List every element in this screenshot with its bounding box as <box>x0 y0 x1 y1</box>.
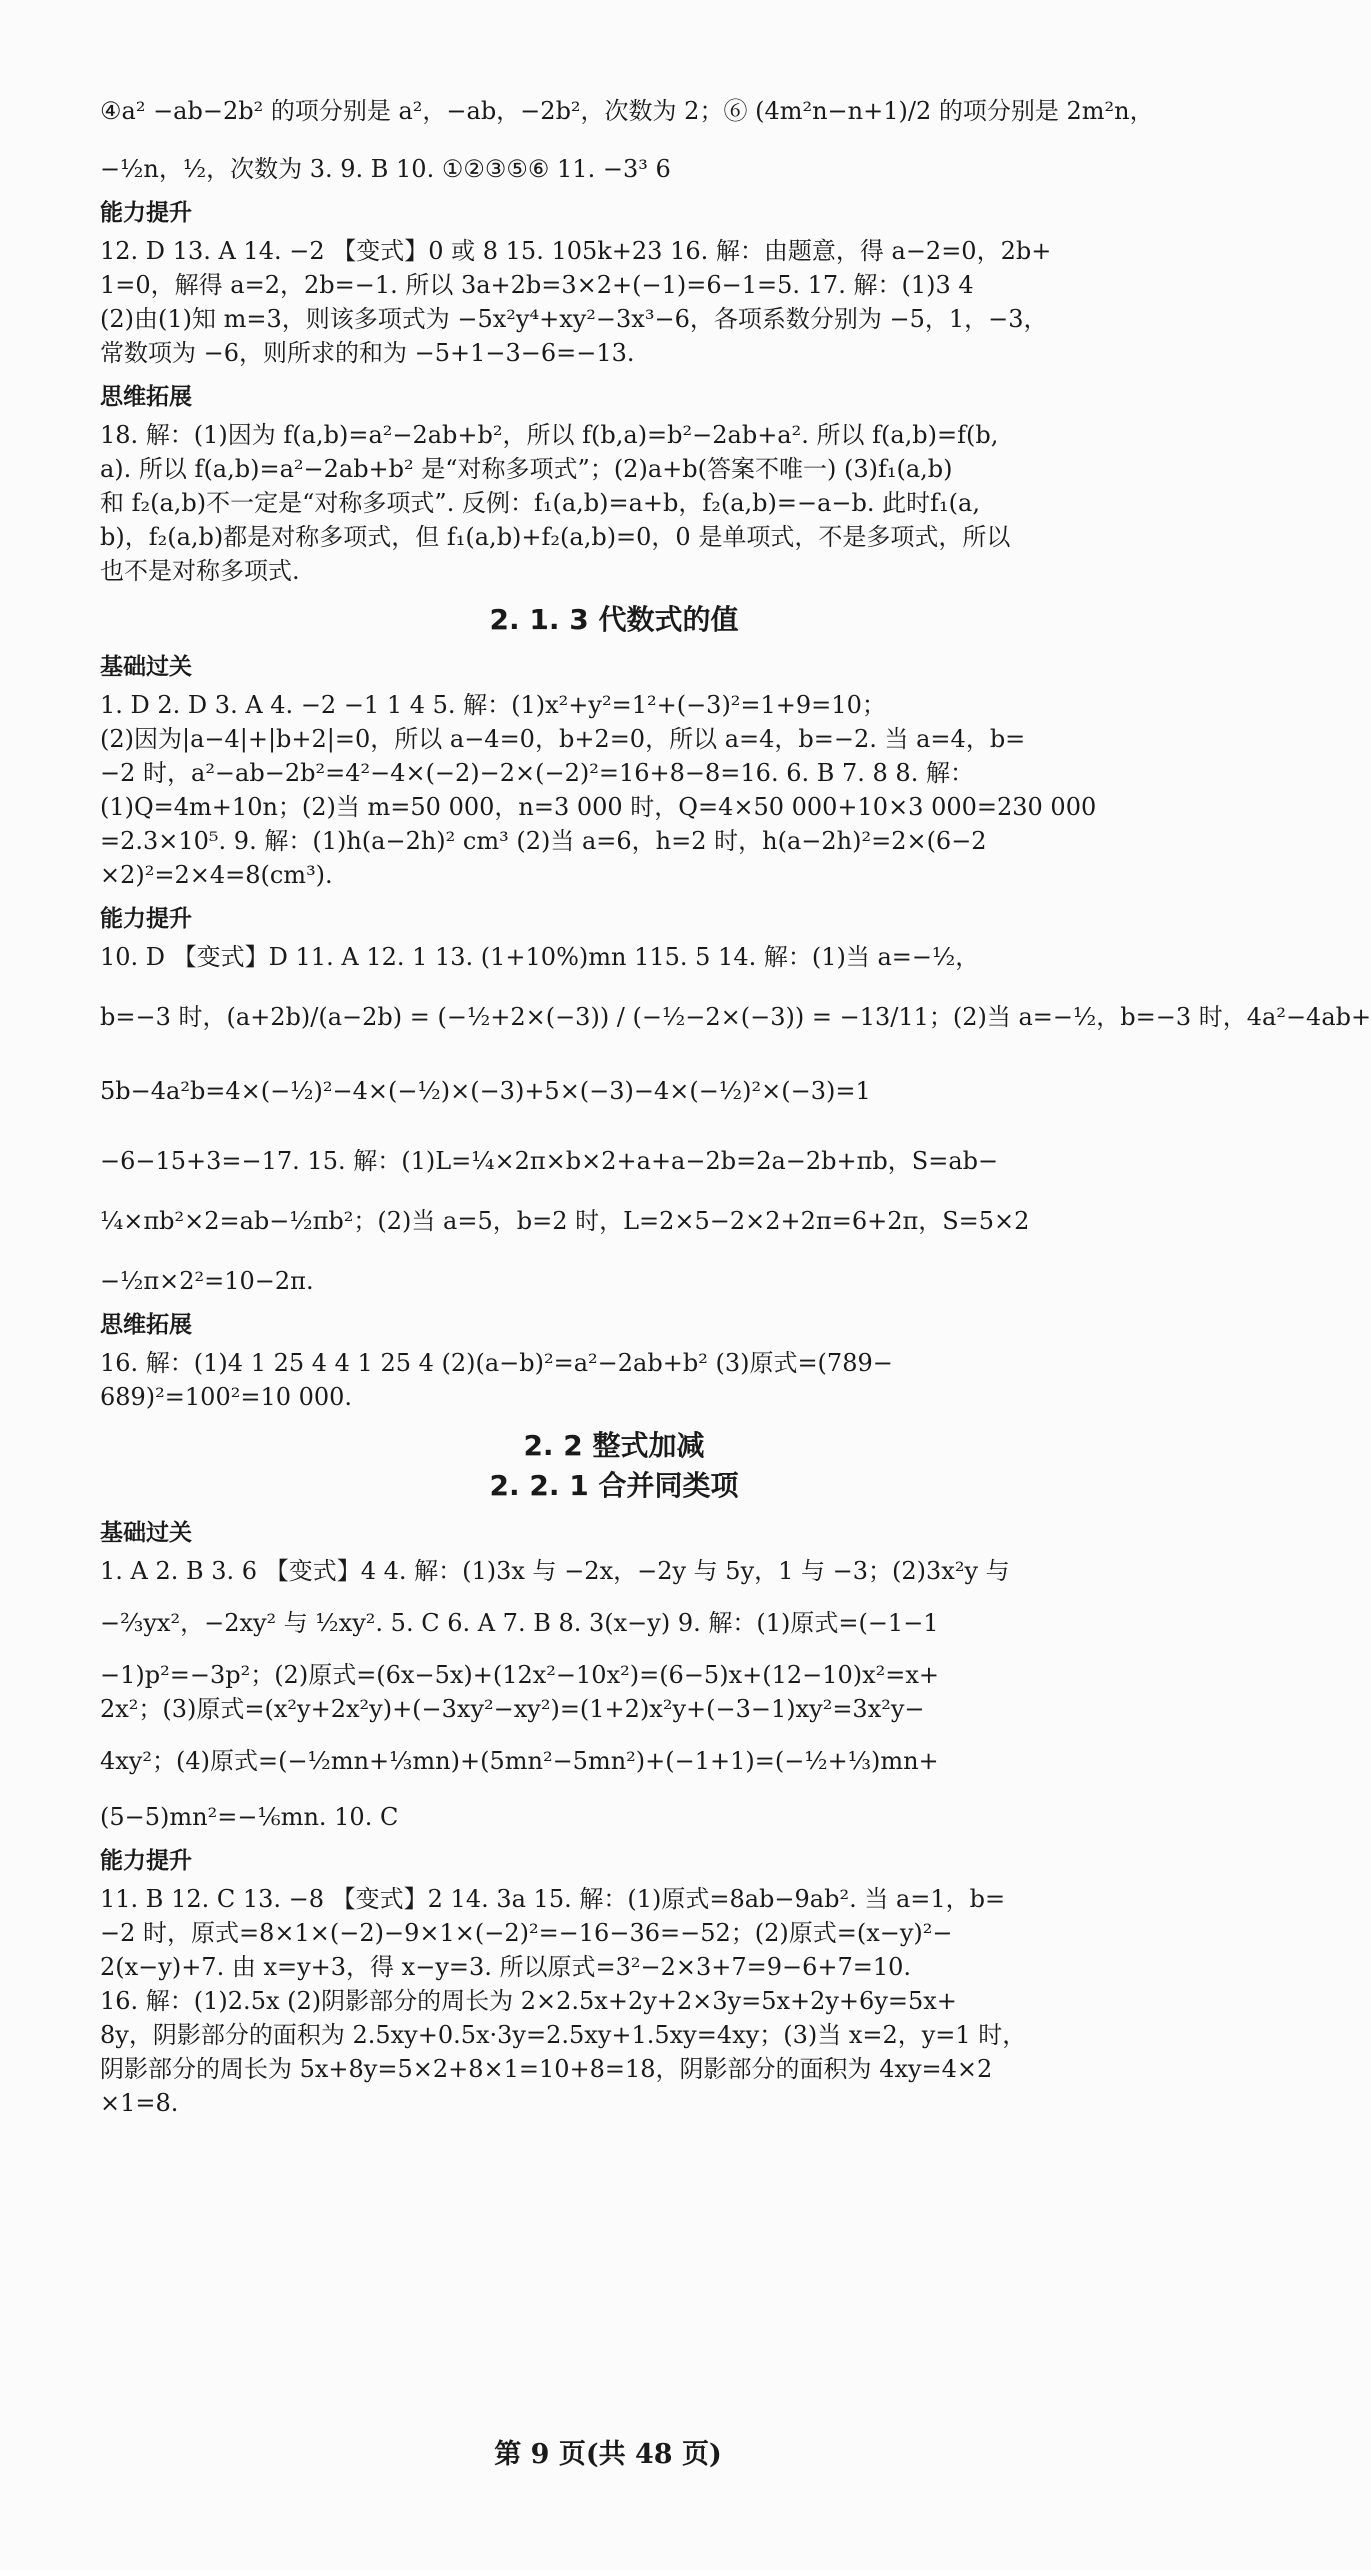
subheading-basic: 基础过关 <box>100 654 192 680</box>
text-line: −2 时，a²−ab−2b²=4²−4×(−2)−2×(−2)²=16+8−8=16. 6. B 7. 8 8. 解： <box>100 759 974 787</box>
text-line: 4xy²；(4)原式=(−½mn+⅓mn)+(5mn²−5mn²)+(−1+1)=(−½+⅓)mn+ <box>100 1747 939 1775</box>
text-line: ×2)²=2×4=8(cm³). <box>100 861 333 889</box>
text-line: 1. A 2. B 3. 6 【变式】4 4. 解：(1)3x 与 −2x，−2y 与 5y，1 与 −3；(2)3x²y 与 <box>100 1557 1010 1585</box>
text-line: 1=0，解得 a=2，2b=−1. 所以 3a+2b=3×2+(−1)=6−1=5. 17. 解：(1)3 4 <box>100 271 974 299</box>
subheading-ability: 能力提升 <box>100 200 192 226</box>
text-line: 16. 解：(1)2.5x (2)阴影部分的周长为 2×2.5x+2y+2×3y=5x+2y+6y=5x+ <box>100 1987 957 2015</box>
text-line: ④a² −ab−2b² 的项分别是 a²，−ab，−2b²，次数为 2；⑥ (4m²n−n+1)/2 的项分别是 2m²n， <box>100 97 1154 125</box>
section-subtitle: 2. 2. 1 合并同类项 <box>489 1469 739 1502</box>
text-line: 和 f₂(a,b)不一定是“对称多项式”. 反例：f₁(a,b)=a+b，f₂(a,b)=−a−b. 此时f₁(a, <box>100 489 980 517</box>
section-title: 2. 2 整式加减 <box>523 1429 705 1462</box>
text-line: (5−5)mn²=−⅙mn. 10. C <box>100 1803 399 1831</box>
text-line: −½π×2²=10−2π. <box>100 1267 314 1295</box>
subheading-thinking: 思维拓展 <box>100 384 192 410</box>
text-line: 11. B 12. C 13. −8 【变式】2 14. 3a 15. 解：(1)原式=8ab−9ab². 当 a=1，b= <box>100 1885 1006 1913</box>
text-line: −2 时，原式=8×1×(−2)−9×1×(−2)²=−16−36=−52；(2)原式=(x−y)²− <box>100 1919 953 1947</box>
text-line: −1)p²=−3p²；(2)原式=(6x−5x)+(12x²−10x²)=(6−5)x+(12−10)x²=x+ <box>100 1661 940 1689</box>
text-line: b)，f₂(a,b)都是对称多项式，但 f₁(a,b)+f₂(a,b)=0，0 是单项式，不是多项式，所以 <box>100 523 1011 551</box>
text-line: 12. D 13. A 14. −2 【变式】0 或 8 15. 105k+23 16. 解：由题意，得 a−2=0，2b+ <box>100 237 1052 265</box>
text-line: 常数项为 −6，则所求的和为 −5+1−3−6=−13. <box>100 339 635 367</box>
subheading-basic: 基础过关 <box>100 1520 192 1546</box>
text-line: 18. 解：(1)因为 f(a,b)=a²−2ab+b²，所以 f(b,a)=b²−2ab+a². 所以 f(a,b)=f(b, <box>100 421 999 449</box>
text-line: 1. D 2. D 3. A 4. −2 −1 1 4 5. 解：(1)x²+y²=1²+(−3)²=1+9=10； <box>100 691 886 719</box>
text-line: 16. 解：(1)4 1 25 4 4 1 25 4 (2)(a−b)²=a²−2ab+b² (3)原式=(789− <box>100 1349 893 1377</box>
text-line: 2x²；(3)原式=(x²y+2x²y)+(−3xy²−xy²)=(1+2)x²y+(−3−1)xy²=3x²y− <box>100 1695 925 1723</box>
text-line: (1)Q=4m+10n；(2)当 m=50 000，n=3 000 时，Q=4×50 000+10×3 000=230 000 <box>100 793 1097 821</box>
subheading-ability: 能力提升 <box>100 1848 192 1874</box>
text-line: 10. D 【变式】D 11. A 12. 1 13. (1+10%)mn 115. 5 14. 解：(1)当 a=−½， <box>100 943 980 971</box>
subheading-thinking: 思维拓展 <box>100 1312 192 1338</box>
text-line: (2)因为|a−4|+|b+2|=0，所以 a−4=0，b+2=0，所以 a=4，b=−2. 当 a=4，b= <box>100 725 1026 753</box>
text-line: −6−15+3=−17. 15. 解：(1)L=¼×2π×b×2+a+a−2b=2a−2b+πb，S=ab− <box>100 1147 999 1175</box>
text-line: (2)由(1)知 m=3，则该多项式为 −5x²y⁴+xy²−3x³−6，各项系数分别为 −5，1，−3， <box>100 305 1048 333</box>
text-line: 也不是对称多项式. <box>100 557 300 585</box>
text-line: b=−3 时，(a+2b)/(a−2b) = (−½+2×(−3)) / (−½−2×(−3)) = −13/11；(2)当 a=−½，b=−3 时，4a²−4ab+ <box>100 1003 1371 1031</box>
text-line: 5b−4a²b=4×(−½)²−4×(−½)×(−3)+5×(−3)−4×(−½)²×(−3)=1 <box>100 1077 871 1105</box>
text-line: 2(x−y)+7. 由 x=y+3，得 x−y=3. 所以原式=3²−2×3+7=9−6+7=10. <box>100 1953 912 1981</box>
text-line: ×1=8. <box>100 2089 179 2117</box>
text-line: −½n，½，次数为 3. 9. B 10. ①②③⑤⑥ 11. −3³ 6 <box>100 155 671 183</box>
text-line: 689)²=100²=10 000. <box>100 1383 353 1411</box>
subheading-ability: 能力提升 <box>100 906 192 932</box>
text-line: ¼×πb²×2=ab−½πb²；(2)当 a=5，b=2 时，L=2×5−2×2+2π=6+2π，S=5×2 <box>100 1207 1030 1235</box>
text-line: a). 所以 f(a,b)=a²−2ab+b² 是“对称多项式”；(2)a+b(答案不唯一) (3)f₁(a,b) <box>100 455 953 483</box>
text-line: 8y，阴影部分的面积为 2.5xy+0.5x·3y=2.5xy+1.5xy=4xy；(3)当 x=2，y=1 时， <box>100 2021 1027 2049</box>
text-line: 阴影部分的周长为 5x+8y=5×2+8×1=10+8=18，阴影部分的面积为 4xy=4×2 <box>100 2055 993 2083</box>
page-footer: 第 9 页(共 48 页) <box>494 2439 722 2470</box>
section-title: 2. 1. 3 代数式的值 <box>489 603 739 636</box>
text-line: =2.3×10⁵. 9. 解：(1)h(a−2h)² cm³ (2)当 a=6，h=2 时，h(a−2h)²=2×(6−2 <box>100 827 987 855</box>
text-line: −⅔yx²，−2xy² 与 ½xy². 5. C 6. A 7. B 8. 3(x−y) 9. 解：(1)原式=(−1−1 <box>100 1609 939 1637</box>
